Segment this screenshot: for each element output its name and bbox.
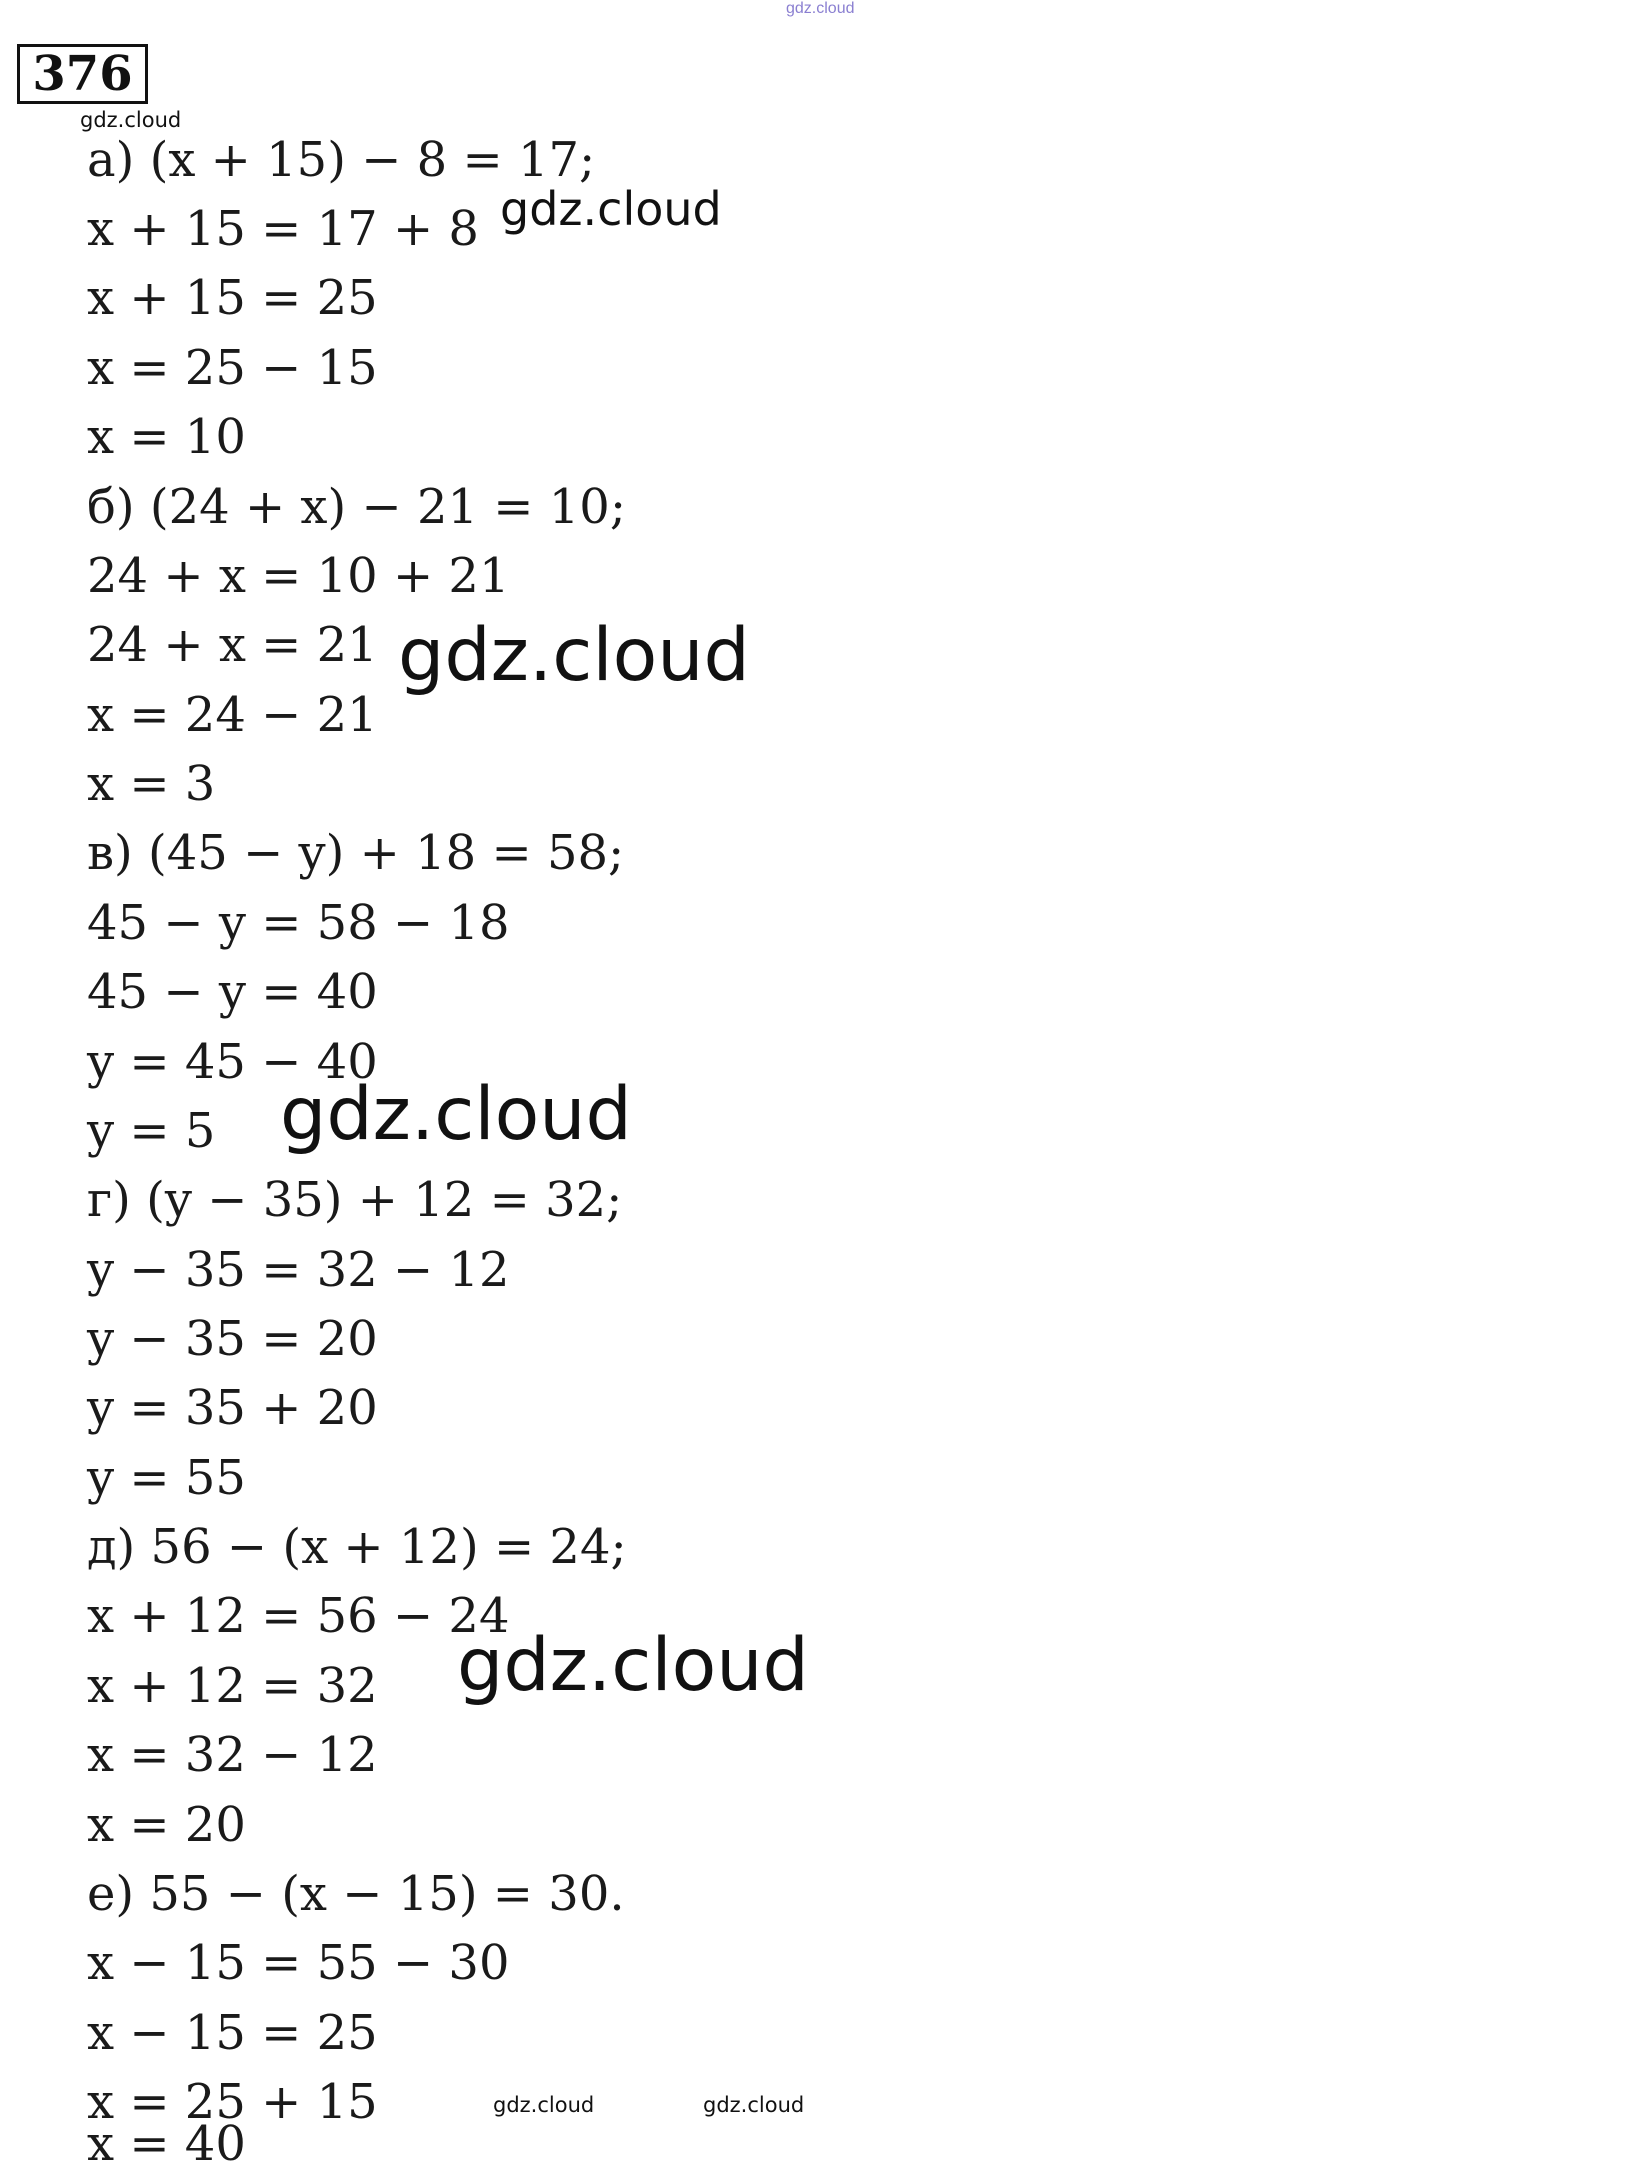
solution-line: г) (y − 35) + 12 = 32; — [87, 1172, 623, 1228]
solution-line: x − 15 = 25 — [87, 2005, 378, 2061]
solution-line: 24 + x = 10 + 21 — [87, 548, 510, 604]
solution-line: y = 55 — [87, 1450, 246, 1506]
solution-line: д) 56 − (x + 12) = 24; — [87, 1519, 627, 1575]
watermark: gdz.cloud — [500, 182, 722, 236]
watermark: gdz.cloud — [457, 1623, 809, 1708]
solution-line: 45 − y = 58 − 18 — [87, 895, 510, 951]
watermark: gdz.cloud — [80, 108, 182, 132]
solution-line: x = 25 − 15 — [87, 340, 378, 396]
solution-line: x = 32 − 12 — [87, 1727, 378, 1783]
solution-line: x + 12 = 32 — [87, 1658, 378, 1714]
watermark: gdz.cloud — [398, 613, 750, 698]
solution-line: x = 25 + 15 — [87, 2074, 378, 2130]
solution-line: x = 10 — [87, 409, 246, 465]
watermark: gdz.cloud — [493, 2093, 595, 2117]
solution-line: а) (x + 15) − 8 = 17; — [87, 132, 596, 188]
solution-line: x = 3 — [87, 756, 216, 812]
solution-line: 24 + x = 21 — [87, 617, 378, 673]
exercise-number: 376 — [17, 44, 148, 104]
watermark: gdz.cloud — [703, 2093, 805, 2117]
solution-line: x = 24 − 21 — [87, 687, 378, 743]
solution-line: y − 35 = 20 — [87, 1311, 378, 1367]
solution-line: x + 15 = 17 + 8 — [87, 201, 479, 257]
solution-line: y = 45 − 40 — [87, 1034, 378, 1090]
solution-line: в) (45 − y) + 18 = 58; — [87, 825, 625, 881]
solution-line: x + 15 = 25 — [87, 270, 378, 326]
solution-line: y = 5 — [87, 1103, 216, 1159]
solution-line: x + 12 = 56 − 24 — [87, 1588, 510, 1644]
top-watermark: gdz.cloud — [786, 0, 855, 17]
solution-line: б) (24 + x) − 21 = 10; — [87, 479, 627, 535]
solution-line: x = 20 — [87, 1797, 246, 1853]
solution-line: x − 15 = 55 − 30 — [87, 1935, 510, 1991]
solution-line: е) 55 − (x − 15) = 30. — [87, 1866, 625, 1922]
watermark: gdz.cloud — [280, 1072, 632, 1157]
solution-line: y − 35 = 32 − 12 — [87, 1242, 510, 1298]
solution-line: x = 40 — [87, 2116, 246, 2172]
solution-line: 45 − y = 40 — [87, 964, 378, 1020]
solution-line: y = 35 + 20 — [87, 1380, 378, 1436]
